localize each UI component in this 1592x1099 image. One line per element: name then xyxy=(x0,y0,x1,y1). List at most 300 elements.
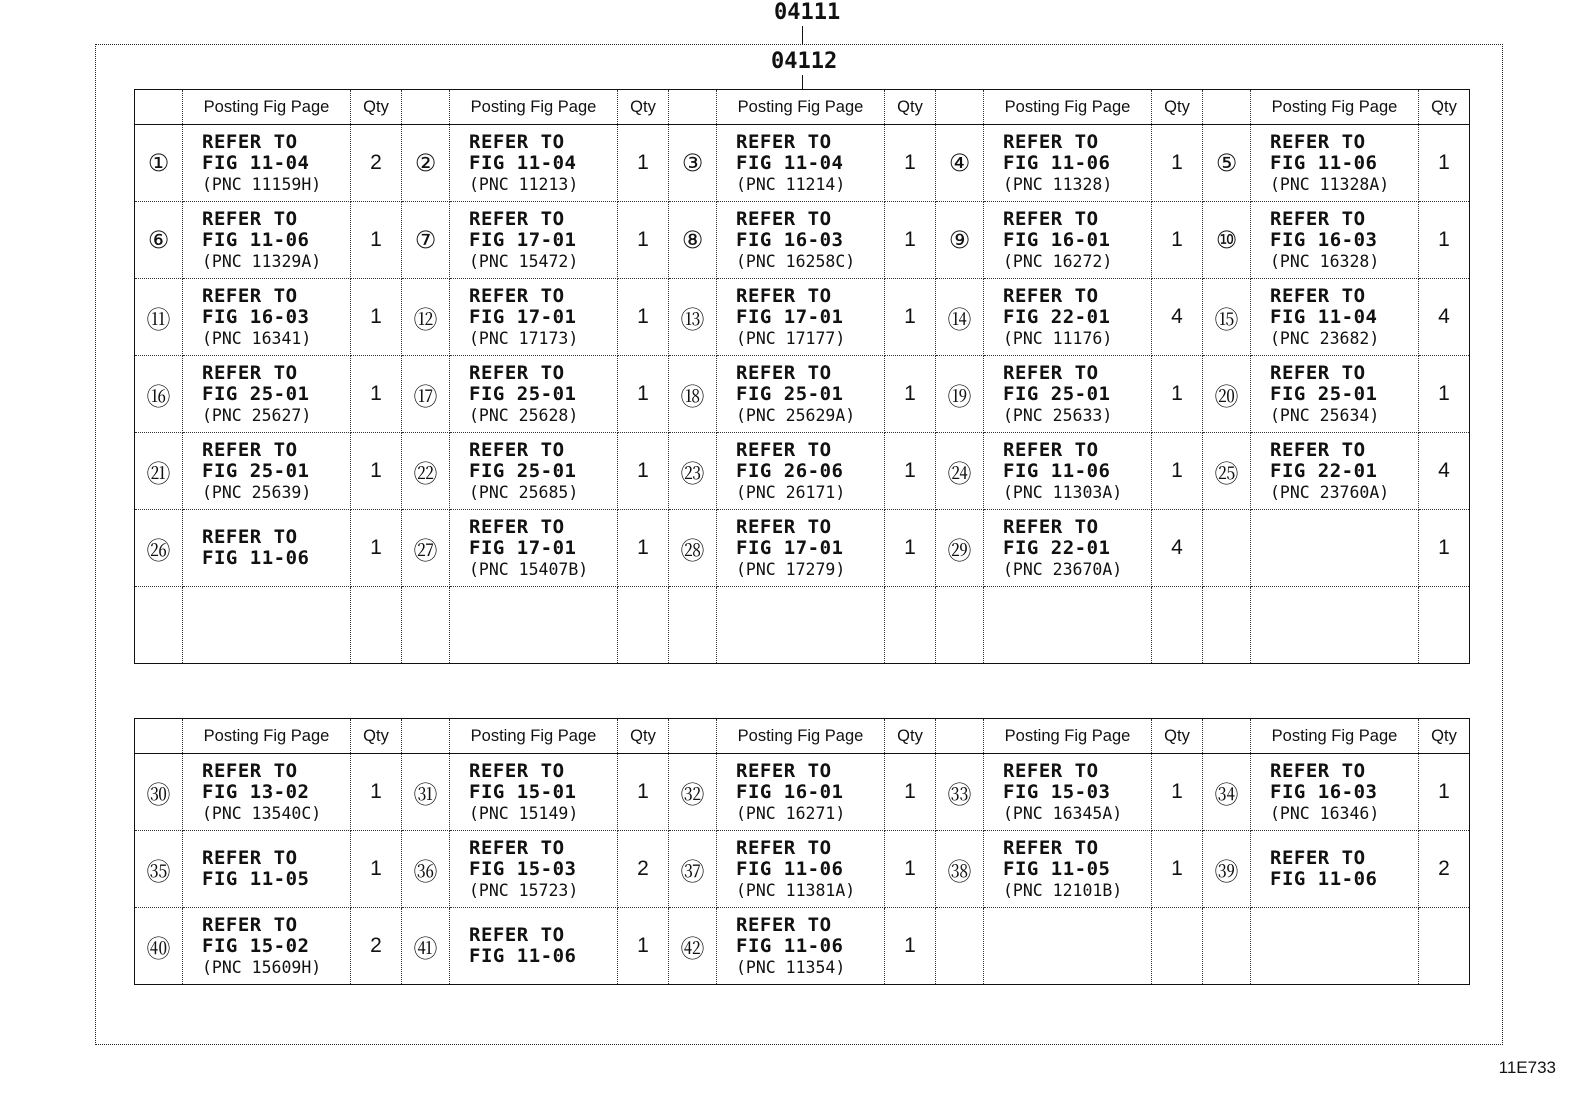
header-qty: Qty xyxy=(351,719,402,754)
quantity: 1 xyxy=(885,754,936,831)
fig-reference: FIG 22-01 xyxy=(1003,536,1111,559)
reference-cell xyxy=(984,433,1152,510)
item-number: ④ xyxy=(936,125,984,202)
fig-reference: FIG 17-01 xyxy=(736,536,844,559)
reference-cell xyxy=(984,831,1152,908)
refer-to-text: REFER TO xyxy=(202,913,298,936)
reference-cell xyxy=(183,125,351,202)
pnc-code: (PNC 15472) xyxy=(469,251,579,271)
fig-reference: FIG 16-03 xyxy=(202,305,310,328)
reference-cell xyxy=(984,202,1152,279)
quantity: 1 xyxy=(1152,831,1203,908)
quantity: 1 xyxy=(351,279,402,356)
refer-to-text: REFER TO xyxy=(469,438,565,461)
pnc-code: (PNC 16346) xyxy=(1270,803,1380,823)
quantity: 1 xyxy=(351,831,402,908)
pnc-code: (PNC 25627) xyxy=(202,405,312,425)
header-index-cell xyxy=(135,719,183,754)
header-index-cell xyxy=(402,719,450,754)
header-posting-fig-page: Posting Fig Page xyxy=(183,90,351,125)
reference-cell xyxy=(183,433,351,510)
item-number: ㉞ xyxy=(1203,754,1251,831)
reference-cell xyxy=(1251,433,1419,510)
refer-to-text: REFER TO xyxy=(1003,361,1099,384)
item-number: ① xyxy=(135,125,183,202)
reference-cell xyxy=(1251,202,1419,279)
quantity: 1 xyxy=(618,433,669,510)
pnc-code: (PNC 25634) xyxy=(1270,405,1380,425)
item-number: ㉚ xyxy=(135,754,183,831)
item-number: ㊱ xyxy=(402,831,450,908)
reference-cell xyxy=(450,125,618,202)
item-number: ㊴ xyxy=(1203,831,1251,908)
table-header xyxy=(135,90,1470,125)
reference-cell xyxy=(984,356,1152,433)
quantity: 1 xyxy=(1419,356,1470,433)
item-number: ⑯ xyxy=(135,356,183,433)
fig-reference: FIG 11-05 xyxy=(1003,857,1111,880)
reference-cell xyxy=(1251,279,1419,356)
pnc-code: (PNC 15149) xyxy=(469,803,579,823)
quantity: 1 xyxy=(351,356,402,433)
pnc-code: (PNC 17173) xyxy=(469,328,579,348)
illustration-code: 11E733 xyxy=(1498,1058,1556,1077)
item-number: ⑬ xyxy=(669,279,717,356)
reference-cell xyxy=(183,831,351,908)
quantity: 1 xyxy=(885,279,936,356)
quantity: 2 xyxy=(351,125,402,202)
fig-reference: FIG 17-01 xyxy=(736,305,844,328)
reference-cell xyxy=(1251,831,1419,908)
item-number: ② xyxy=(402,125,450,202)
header-index-cell xyxy=(936,719,984,754)
item-number xyxy=(1203,908,1251,985)
reference-cell xyxy=(717,202,885,279)
fig-reference: FIG 11-05 xyxy=(202,868,310,890)
reference-cell xyxy=(1251,908,1419,985)
pnc-code: (PNC 12101B) xyxy=(1003,880,1123,900)
header-posting-fig-page: Posting Fig Page xyxy=(984,719,1152,754)
fig-reference: FIG 11-06 xyxy=(469,945,577,967)
reference-cell xyxy=(450,279,618,356)
reference-cell xyxy=(717,433,885,510)
pnc-code: (PNC 25628) xyxy=(469,405,579,425)
refer-to-text: REFER TO xyxy=(469,924,565,946)
quantity: 4 xyxy=(1152,279,1203,356)
header-posting-fig-page: Posting Fig Page xyxy=(1251,719,1419,754)
pnc-code: (PNC 11159H) xyxy=(202,174,322,194)
item-number: ⑩ xyxy=(1203,202,1251,279)
pnc-code: (PNC 15609H) xyxy=(202,957,322,977)
header-qty: Qty xyxy=(885,719,936,754)
item-number: ㉝ xyxy=(936,754,984,831)
refer-to-text: REFER TO xyxy=(1270,847,1366,869)
item-number: ㉑ xyxy=(135,433,183,510)
refer-to-text: REFER TO xyxy=(1003,515,1099,538)
table-row xyxy=(135,202,1470,279)
item-number: ㉗ xyxy=(402,510,450,587)
pnc-code: (PNC 23760A) xyxy=(1270,482,1390,502)
item-number: ㊷ xyxy=(669,908,717,985)
quantity: 1 xyxy=(1419,202,1470,279)
quantity: 1 xyxy=(351,510,402,587)
quantity: 1 xyxy=(1419,754,1470,831)
reference-cell xyxy=(717,754,885,831)
pnc-code: (PNC 11328A) xyxy=(1270,174,1390,194)
reference-cell xyxy=(183,202,351,279)
refer-to-text: REFER TO xyxy=(736,207,832,230)
fig-reference: FIG 17-01 xyxy=(469,536,577,559)
header-posting-fig-page: Posting Fig Page xyxy=(183,719,351,754)
item-number: ㉒ xyxy=(402,433,450,510)
refer-to-text: REFER TO xyxy=(469,284,565,307)
parts-table-2 xyxy=(134,718,1470,985)
refer-to-text: REFER TO xyxy=(202,284,298,307)
refer-to-text: REFER TO xyxy=(1270,438,1366,461)
reference-cell xyxy=(717,125,885,202)
quantity: 1 xyxy=(885,510,936,587)
quantity: 1 xyxy=(885,908,936,985)
quantity: 1 xyxy=(885,202,936,279)
item-number: ㊳ xyxy=(936,831,984,908)
header-qty: Qty xyxy=(351,90,402,125)
pnc-code: (PNC 15723) xyxy=(469,880,579,900)
fig-reference: FIG 15-03 xyxy=(1003,780,1111,803)
item-number: ⑭ xyxy=(936,279,984,356)
header-posting-fig-page: Posting Fig Page xyxy=(1251,90,1419,125)
item-number: ⑰ xyxy=(402,356,450,433)
reference-cell xyxy=(183,908,351,985)
fig-reference: FIG 25-01 xyxy=(469,382,577,405)
refer-to-text: REFER TO xyxy=(1270,361,1366,384)
pnc-code: (PNC 13540C) xyxy=(202,803,322,823)
fig-reference: FIG 16-03 xyxy=(1270,228,1378,251)
header-index-cell xyxy=(936,90,984,125)
header-qty: Qty xyxy=(885,90,936,125)
table-row xyxy=(135,279,1470,356)
fig-reference: FIG 17-01 xyxy=(469,228,577,251)
quantity: 1 xyxy=(618,202,669,279)
pnc-code: (PNC 11214) xyxy=(736,174,846,194)
quantity: 1 xyxy=(1152,433,1203,510)
reference-cell xyxy=(183,356,351,433)
pnc-code: (PNC 17177) xyxy=(736,328,846,348)
assembly-code-04111: 04111 xyxy=(774,0,841,25)
quantity: 1 xyxy=(885,433,936,510)
quantity: 1 xyxy=(618,510,669,587)
reference-cell xyxy=(450,908,618,985)
quantity: 1 xyxy=(1152,754,1203,831)
empty-cell xyxy=(669,587,717,664)
quantity: 1 xyxy=(885,831,936,908)
fig-reference: FIG 16-01 xyxy=(736,780,844,803)
header-index-cell xyxy=(135,90,183,125)
refer-to-text: REFER TO xyxy=(1270,759,1366,782)
fig-reference: FIG 11-04 xyxy=(202,151,310,174)
header-qty: Qty xyxy=(618,90,669,125)
empty-cell xyxy=(618,587,669,664)
quantity: 1 xyxy=(618,356,669,433)
item-number: ⑮ xyxy=(1203,279,1251,356)
quantity: 1 xyxy=(1152,356,1203,433)
quantity: 4 xyxy=(1419,433,1470,510)
header-qty: Qty xyxy=(1419,90,1470,125)
item-number: ㉖ xyxy=(135,510,183,587)
table-row xyxy=(135,754,1470,831)
fig-reference: FIG 11-06 xyxy=(736,934,844,957)
refer-to-text: REFER TO xyxy=(1003,207,1099,230)
quantity: 1 xyxy=(885,125,936,202)
empty-cell xyxy=(1203,587,1251,664)
pnc-code: (PNC 16328) xyxy=(1270,251,1380,271)
item-number: ⑤ xyxy=(1203,125,1251,202)
reference-cell xyxy=(450,831,618,908)
table-row xyxy=(135,433,1470,510)
fig-reference: FIG 15-01 xyxy=(469,780,577,803)
header-index-cell xyxy=(669,90,717,125)
quantity xyxy=(1152,908,1203,985)
quantity: 1 xyxy=(351,754,402,831)
header-index-cell xyxy=(1203,719,1251,754)
fig-reference: FIG 11-06 xyxy=(736,857,844,880)
reference-cell xyxy=(984,754,1152,831)
empty-cell xyxy=(984,587,1152,664)
header-index-cell xyxy=(402,90,450,125)
header-qty: Qty xyxy=(618,719,669,754)
fig-reference: FIG 11-06 xyxy=(202,228,310,251)
fig-reference: FIG 25-01 xyxy=(202,459,310,482)
item-number: ㉕ xyxy=(1203,433,1251,510)
empty-cell xyxy=(183,587,351,664)
fig-reference: FIG 17-01 xyxy=(469,305,577,328)
item-number: ㉜ xyxy=(669,754,717,831)
item-number: ㉓ xyxy=(669,433,717,510)
quantity: 1 xyxy=(351,202,402,279)
reference-cell xyxy=(984,908,1152,985)
quantity: 4 xyxy=(1419,279,1470,356)
pnc-code: (PNC 11328) xyxy=(1003,174,1113,194)
reference-cell xyxy=(183,279,351,356)
refer-to-text: REFER TO xyxy=(1270,284,1366,307)
table-row xyxy=(135,908,1470,985)
item-number: ㊶ xyxy=(402,908,450,985)
fig-reference: FIG 11-06 xyxy=(202,547,310,569)
refer-to-text: REFER TO xyxy=(736,284,832,307)
quantity xyxy=(1419,908,1470,985)
fig-reference: FIG 26-06 xyxy=(736,459,844,482)
fig-reference: FIG 11-06 xyxy=(1270,868,1378,890)
table-row xyxy=(135,510,1470,587)
reference-cell xyxy=(984,279,1152,356)
quantity: 1 xyxy=(618,908,669,985)
reference-cell xyxy=(717,831,885,908)
quantity: 1 xyxy=(1152,202,1203,279)
table-row xyxy=(135,125,1470,202)
fig-reference: FIG 15-03 xyxy=(469,857,577,880)
refer-to-text: REFER TO xyxy=(1270,130,1366,153)
pnc-code: (PNC 11329A) xyxy=(202,251,322,271)
pnc-code: (PNC 11354) xyxy=(736,957,846,977)
pnc-code: (PNC 15407B) xyxy=(469,559,589,579)
header-index-cell xyxy=(669,719,717,754)
pnc-code: (PNC 23670A) xyxy=(1003,559,1123,579)
table-row xyxy=(135,831,1470,908)
fig-reference: FIG 11-06 xyxy=(1003,151,1111,174)
pnc-code: (PNC 11303A) xyxy=(1003,482,1123,502)
header-index-cell xyxy=(1203,90,1251,125)
fig-reference: FIG 13-02 xyxy=(202,780,310,803)
leader-line-sub xyxy=(802,75,803,89)
table-row xyxy=(135,356,1470,433)
assembly-code-04112: 04112 xyxy=(771,49,838,74)
reference-cell xyxy=(450,510,618,587)
reference-cell xyxy=(450,202,618,279)
refer-to-text: REFER TO xyxy=(1003,130,1099,153)
refer-to-text: REFER TO xyxy=(202,847,298,869)
pnc-code: (PNC 25629A) xyxy=(736,405,856,425)
header-posting-fig-page: Posting Fig Page xyxy=(717,719,885,754)
quantity: 2 xyxy=(351,908,402,985)
empty-cell xyxy=(717,587,885,664)
reference-cell xyxy=(1251,510,1419,587)
pnc-code: (PNC 26171) xyxy=(736,482,846,502)
refer-to-text: REFER TO xyxy=(1003,759,1099,782)
refer-to-text: REFER TO xyxy=(1270,207,1366,230)
pnc-code: (PNC 16271) xyxy=(736,803,846,823)
pnc-code: (PNC 16272) xyxy=(1003,251,1113,271)
refer-to-text: REFER TO xyxy=(736,361,832,384)
quantity: 1 xyxy=(1152,125,1203,202)
item-number: ㉟ xyxy=(135,831,183,908)
fig-reference: FIG 15-02 xyxy=(202,934,310,957)
fig-reference: FIG 11-04 xyxy=(736,151,844,174)
empty-cell xyxy=(1419,587,1470,664)
reference-cell xyxy=(717,356,885,433)
item-number: ㉔ xyxy=(936,433,984,510)
quantity: 1 xyxy=(618,279,669,356)
refer-to-text: REFER TO xyxy=(202,438,298,461)
empty-row xyxy=(135,587,1470,664)
fig-reference: FIG 25-01 xyxy=(469,459,577,482)
item-number xyxy=(936,908,984,985)
empty-cell xyxy=(1251,587,1419,664)
fig-reference: FIG 16-01 xyxy=(1003,228,1111,251)
reference-cell xyxy=(717,510,885,587)
item-number: ⑲ xyxy=(936,356,984,433)
reference-cell xyxy=(717,279,885,356)
item-number: ⑱ xyxy=(669,356,717,433)
reference-cell xyxy=(1251,356,1419,433)
refer-to-text: REFER TO xyxy=(469,130,565,153)
fig-reference: FIG 11-04 xyxy=(469,151,577,174)
header-qty: Qty xyxy=(1152,719,1203,754)
refer-to-text: REFER TO xyxy=(736,515,832,538)
header-posting-fig-page: Posting Fig Page xyxy=(717,90,885,125)
fig-reference: FIG 22-01 xyxy=(1270,459,1378,482)
header-posting-fig-page: Posting Fig Page xyxy=(984,90,1152,125)
fig-reference: FIG 11-06 xyxy=(1003,459,1111,482)
empty-cell xyxy=(450,587,618,664)
reference-cell xyxy=(450,433,618,510)
fig-reference: FIG 25-01 xyxy=(1003,382,1111,405)
item-number: ㉛ xyxy=(402,754,450,831)
quantity: 1 xyxy=(885,356,936,433)
pnc-code: (PNC 16341) xyxy=(202,328,312,348)
reference-cell xyxy=(183,510,351,587)
item-number: ㊲ xyxy=(669,831,717,908)
empty-cell xyxy=(402,587,450,664)
parts-table-1 xyxy=(134,89,1470,664)
quantity: 1 xyxy=(1419,510,1470,587)
header-qty: Qty xyxy=(1152,90,1203,125)
fig-reference: FIG 25-01 xyxy=(736,382,844,405)
pnc-code: (PNC 25639) xyxy=(202,482,312,502)
quantity: 1 xyxy=(618,125,669,202)
header-qty: Qty xyxy=(1419,719,1470,754)
refer-to-text: REFER TO xyxy=(1003,438,1099,461)
reference-cell xyxy=(450,754,618,831)
pnc-code: (PNC 16258C) xyxy=(736,251,856,271)
fig-reference: FIG 11-06 xyxy=(1270,151,1378,174)
pnc-code: (PNC 17279) xyxy=(736,559,846,579)
reference-cell xyxy=(450,356,618,433)
pnc-code: (PNC 16345A) xyxy=(1003,803,1123,823)
refer-to-text: REFER TO xyxy=(202,207,298,230)
reference-cell xyxy=(984,125,1152,202)
item-number: ⑥ xyxy=(135,202,183,279)
item-number: ㉙ xyxy=(936,510,984,587)
pnc-code: (PNC 11381A) xyxy=(736,880,856,900)
reference-cell xyxy=(1251,754,1419,831)
fig-reference: FIG 25-01 xyxy=(1270,382,1378,405)
table-header xyxy=(135,719,1470,754)
refer-to-text: REFER TO xyxy=(736,759,832,782)
item-number: ⑳ xyxy=(1203,356,1251,433)
refer-to-text: REFER TO xyxy=(1003,284,1099,307)
item-number: ⑨ xyxy=(936,202,984,279)
pnc-code: (PNC 11176) xyxy=(1003,328,1113,348)
refer-to-text: REFER TO xyxy=(469,515,565,538)
refer-to-text: REFER TO xyxy=(469,759,565,782)
header-posting-fig-page: Posting Fig Page xyxy=(450,719,618,754)
empty-cell xyxy=(1152,587,1203,664)
fig-reference: FIG 25-01 xyxy=(202,382,310,405)
empty-cell xyxy=(351,587,402,664)
item-number: ⑪ xyxy=(135,279,183,356)
refer-to-text: REFER TO xyxy=(469,836,565,859)
item-number xyxy=(1203,510,1251,587)
empty-cell xyxy=(135,587,183,664)
reference-cell xyxy=(1251,125,1419,202)
item-number: ⑦ xyxy=(402,202,450,279)
refer-to-text: REFER TO xyxy=(1003,836,1099,859)
pnc-code: (PNC 23682) xyxy=(1270,328,1380,348)
quantity: 4 xyxy=(1152,510,1203,587)
fig-reference: FIG 16-03 xyxy=(736,228,844,251)
leader-line-top xyxy=(802,26,803,45)
item-number: ⑫ xyxy=(402,279,450,356)
item-number: ⑧ xyxy=(669,202,717,279)
reference-cell xyxy=(717,908,885,985)
refer-to-text: REFER TO xyxy=(202,130,298,153)
refer-to-text: REFER TO xyxy=(202,526,298,548)
empty-cell xyxy=(885,587,936,664)
quantity: 2 xyxy=(1419,831,1470,908)
refer-to-text: REFER TO xyxy=(202,759,298,782)
reference-cell xyxy=(183,754,351,831)
fig-reference: FIG 22-01 xyxy=(1003,305,1111,328)
item-number: ③ xyxy=(669,125,717,202)
